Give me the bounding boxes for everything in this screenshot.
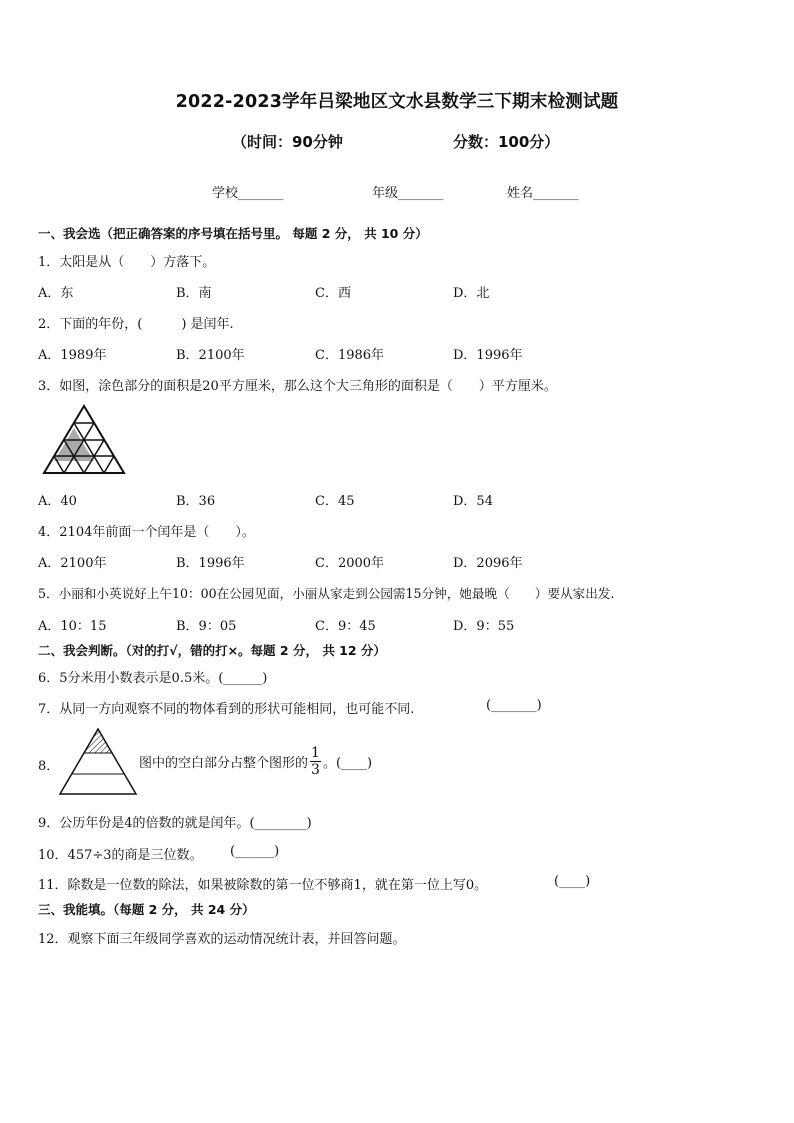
question-4: 4．2104年前面一个闰年是（ ）。 (38, 525, 255, 540)
q4-option-a: A．2100年 (38, 556, 107, 571)
q11-answer-blank: (____) (554, 874, 591, 889)
q8-number: 8． (38, 759, 60, 774)
question-11: 11．除数是一位数的除法，如果被除数的第一位不够商1，就在第一位上写0。 (38, 878, 488, 893)
q8-text: 图中的空白部分占整个图形的 (139, 756, 309, 771)
exam-score: 分数：100分） (453, 133, 560, 151)
q5-option-c: C．9：45 (315, 619, 376, 634)
question-3: 3．如图，涂色部分的面积是20平方厘米，那么这个大三角形的面积是（ ）平方厘米。 (38, 379, 557, 394)
fraction-one-third (310, 745, 321, 778)
question-8 (139, 745, 372, 778)
q10-answer-blank: (______) (230, 844, 280, 859)
question-2: 2．下面的年份，( ) 是闰年. (38, 317, 234, 332)
q1-option-b: B．南 (176, 286, 212, 301)
q4-option-c: C．2000年 (315, 556, 385, 571)
q7-answer-blank: (_______) (486, 698, 542, 713)
q1-option-c: C．西 (315, 286, 351, 301)
q5-option-d: D．9：55 (453, 619, 515, 634)
fraction-numerator: 1 (311, 745, 320, 761)
shaded-triangle (64, 428, 84, 445)
grade-field: 年级_______ (372, 186, 444, 201)
page-title: 2022-2023学年吕梁地区文水县数学三下期末检测试题 (175, 92, 619, 112)
section-2-heading: 二、我会判断。（对的打√，错的打×。每题 2 分， 共 12 分） (38, 643, 386, 658)
q3-option-d: D．54 (453, 494, 493, 509)
question-1: 1．太阳是从（ ）方落下。 (38, 255, 216, 270)
school-field: 学校_______ (212, 186, 284, 201)
q5-option-a: A．10：15 (38, 619, 107, 634)
hatched-region (84, 729, 112, 753)
q2-option-a: A．1989年 (38, 348, 107, 363)
q3-option-a: A．40 (38, 494, 77, 509)
name-field: 姓名_______ (507, 186, 579, 201)
question-12: 12．观察下面三年级同学喜欢的运动情况统计表，并回答问题。 (38, 932, 406, 947)
question-6: 6．5分米用小数表示是0.5米。(______) (38, 671, 268, 686)
exam-time: （时间：90分钟 (232, 133, 343, 151)
fraction-denominator: 3 (311, 762, 320, 778)
q2-option-b: B．2100年 (176, 348, 245, 363)
section-1-heading: 一、我会选（把正确答案的序号填在括号里。 每题 2 分， 共 10 分） (38, 226, 428, 241)
q5-option-b: B．9：05 (176, 619, 237, 634)
q4-option-d: D．2096年 (453, 556, 523, 571)
q1-option-a: A．东 (38, 286, 74, 301)
q4-option-b: B．1996年 (176, 556, 245, 571)
q2-option-d: D．1996年 (453, 348, 523, 363)
triangle-grid-figure (42, 403, 126, 475)
q2-option-c: C．1986年 (315, 348, 385, 363)
q8-tail: 。(____) (322, 756, 373, 771)
q3-option-b: B．36 (176, 494, 216, 509)
question-10: 10．457÷3的商是三位数。 (38, 848, 203, 863)
question-9: 9．公历年份是4的倍数的就是闰年。(________) (38, 816, 312, 831)
section-3-heading: 三、我能填。（每题 2 分， 共 24 分） (38, 902, 255, 917)
question-7: 7．从同一方向观察不同的物体看到的形状可能相同，也可能不同. (38, 702, 415, 717)
hatched-triangle-figure (58, 727, 138, 797)
question-5: 5．小丽和小英说好上午10：00在公园见面，小丽从家走到公园需15分钟，她最晚（ ）要从家出发. (38, 586, 615, 601)
q3-option-c: C．45 (315, 494, 355, 509)
q1-option-d: D．北 (453, 286, 490, 301)
